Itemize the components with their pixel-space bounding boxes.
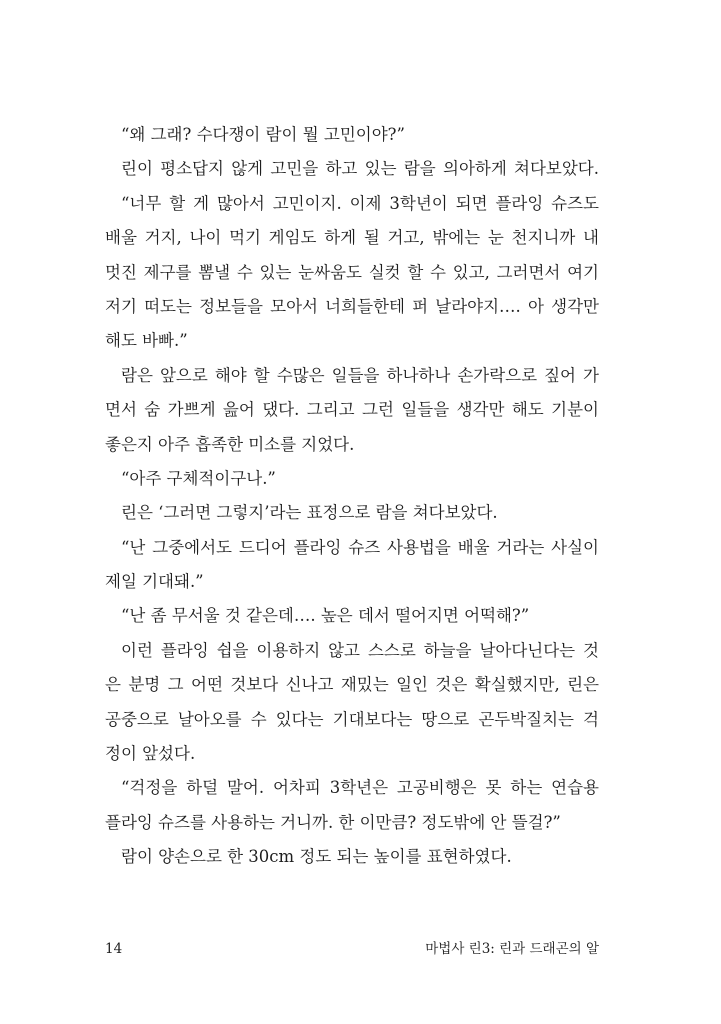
text-line: 배울 거지, 나이 먹기 게임도 하게 될 거고, 밖에는 눈 천지니까 내 xyxy=(105,228,599,248)
text-line: “걱정을 하덜 말어. 어차피 3학년은 고공비행은 못 하는 연습용 xyxy=(121,778,599,798)
text-line: 정이 앞섰다. xyxy=(105,744,196,764)
text-line: “왜 그래? 수다쟁이 람이 뭘 고민이야?” xyxy=(121,125,405,144)
text-line: 저기 떠도는 정보들을 모아서 너희들한테 퍼 날라야지…. 아 생각만 xyxy=(105,296,599,316)
text-line: 람은 앞으로 해야 할 수많은 일들을 하나하나 손가락으로 짚어 가 xyxy=(121,365,599,385)
text-line: 멋진 제구를 뽐낼 수 있는 눈싸움도 실컷 할 수 있고, 그러면서 여기 xyxy=(105,262,599,282)
text-line: “아주 구체적이구나.” xyxy=(121,468,276,488)
running-title: 마법사 린3: 린과 드래곤의 알 xyxy=(425,941,599,957)
text-line: “난 그중에서도 드디어 플라잉 슈즈 사용법을 배울 거라는 사실이 xyxy=(121,537,599,557)
text-line: 람이 양손으로 한 30cm 정도 되는 높이를 표현하였다. xyxy=(121,847,512,867)
text-line: 해도 바빠.” xyxy=(105,331,188,351)
text-line: 은 분명 그 어떤 것보다 신나고 재밌는 일인 것은 확실했지만, 린은 xyxy=(105,675,599,695)
text-line: 린이 평소답지 않게 고민을 하고 있는 람을 의아하게 쳐다보았다. xyxy=(121,159,599,179)
body-text xyxy=(105,118,599,875)
text-line: “너무 할 게 많아서 고민이지. 이제 3학년이 되면 플라잉 슈즈도 xyxy=(121,193,599,213)
page-number: 14 xyxy=(105,941,123,957)
text-line: 이런 플라잉 쉽을 이용하지 않고 스스로 하늘을 날아다닌다는 것 xyxy=(121,640,599,660)
text-line: 플라잉 슈즈를 사용하는 거니까. 한 이만큼? 정도밖에 안 뜰걸?” xyxy=(105,812,561,832)
text-line: 면서 숨 가쁘게 읊어 댔다. 그리고 그런 일들을 생각만 해도 기분이 xyxy=(105,400,599,420)
page-footer xyxy=(105,938,599,960)
text-line: 린은 ‘그러면 그렇지’라는 표정으로 람을 쳐다보았다. xyxy=(121,503,498,523)
text-line: “난 좀 무서울 것 같은데…. 높은 데서 떨어지면 어떡해?” xyxy=(121,606,530,626)
text-line: 좋은지 아주 흡족한 미소를 지었다. xyxy=(105,434,355,454)
text-line: 공중으로 날아오를 수 있다는 기대보다는 땅으로 곤두박질치는 걱 xyxy=(105,709,599,729)
text-line: 제일 기대돼.” xyxy=(105,572,204,592)
